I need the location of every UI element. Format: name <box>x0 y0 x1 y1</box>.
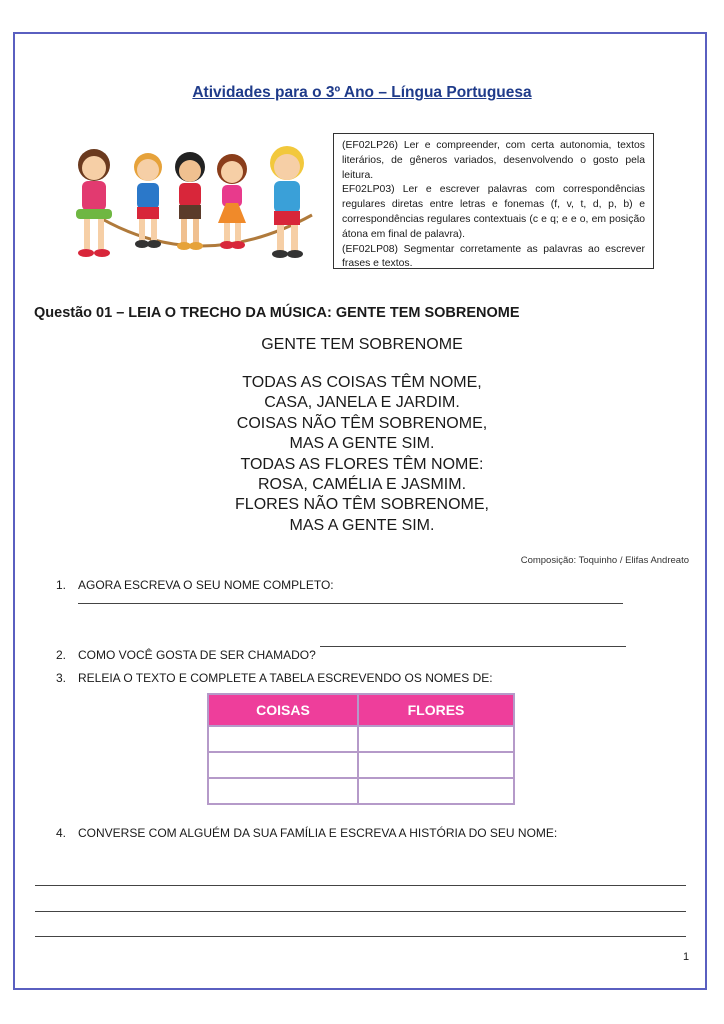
child-1 <box>76 149 112 257</box>
name-history-answer-line[interactable] <box>35 885 686 886</box>
nickname-answer-line[interactable] <box>320 646 626 647</box>
table-row <box>208 778 514 804</box>
song-line: FLORES NÃO TÊM SOBRENOME, <box>235 496 489 514</box>
table-cell[interactable] <box>358 778 514 804</box>
skill-ef02lp08: (EF02LP08) Segmentar corretamente as palavras ao escrever frases e textos. <box>342 243 645 270</box>
skill-ef02lp03: EF02LP03) Ler e escrever palavras com correspondências regulares diretas entre letras e fonemas (f, v, t, d, p, b) e correspondências regulares contextuais (c e q; e e o, em posição átona em final de palavra). <box>342 184 645 240</box>
item-4-text: CONVERSE COM ALGUÉM DA SUA FAMÍLIA E ESCREVA A HISTÓRIA DO SEU NOME: <box>78 826 558 840</box>
table-row <box>208 726 514 752</box>
item-2-number: 2. <box>56 648 67 662</box>
name-history-answer-line[interactable] <box>35 936 686 937</box>
table-header-row <box>208 694 514 726</box>
full-name-answer-line[interactable] <box>78 603 623 604</box>
name-history-answer-line[interactable] <box>35 911 686 912</box>
item-2-text: COMO VOCÊ GOSTA DE SER CHAMADO? <box>78 648 316 662</box>
table-cell[interactable] <box>208 726 358 752</box>
child-5 <box>270 146 304 258</box>
song-line: MAS A GENTE SIM. <box>289 435 435 453</box>
item-3-number: 3. <box>56 671 67 685</box>
table-header-flores: FLORES <box>358 694 514 726</box>
song-line: CASA, JANELA E JARDIM. <box>264 394 460 412</box>
item-1-number: 1. <box>56 578 67 592</box>
names-table <box>207 693 515 805</box>
table-header-coisas: COISAS <box>208 694 358 726</box>
table-row <box>208 752 514 778</box>
child-3 <box>175 152 205 250</box>
page-number: 1 <box>683 951 690 963</box>
song-line: ROSA, CAMÉLIA E JASMIM. <box>257 476 467 494</box>
table-cell[interactable] <box>358 752 514 778</box>
song-title: GENTE TEM SOBRENOME <box>261 336 463 353</box>
item-1-text: AGORA ESCREVA O SEU NOME COMPLETO: <box>78 578 334 592</box>
children-jump-rope-illustration <box>62 143 330 265</box>
table-cell[interactable] <box>208 778 358 804</box>
song-line: TODAS AS FLORES TÊM NOME: <box>240 455 484 473</box>
item-3-text: RELEIA O TEXTO E COMPLETE A TABELA ESCREVENDO OS NOMES DE: <box>78 671 493 685</box>
song-line: COISAS NÃO TÊM SOBRENOME, <box>236 414 488 432</box>
skill-ef02lp26: (EF02LP26) Ler e compreender, com certa autonomia, textos literários, de gêneros variados, desenvolvendo o gosto pela leitura. <box>342 140 645 181</box>
skills-box <box>333 133 654 269</box>
song-line: MAS A GENTE SIM. <box>289 516 435 534</box>
item-4-number: 4. <box>56 826 67 840</box>
song-line: TODAS AS COISAS TÊM NOME, <box>242 374 482 391</box>
table-cell[interactable] <box>358 726 514 752</box>
page-title: Atividades para o 3º Ano – Língua Portuguesa <box>192 84 532 101</box>
question-header: Questão 01 – LEIA O TRECHO DA MÚSICA: GENTE TEM SOBRENOME <box>34 305 520 321</box>
song-credit: Composição: Toquinho / Elifas Andreato <box>520 555 689 566</box>
song-lyrics <box>0 373 724 536</box>
child-4 <box>217 154 247 249</box>
table-cell[interactable] <box>208 752 358 778</box>
